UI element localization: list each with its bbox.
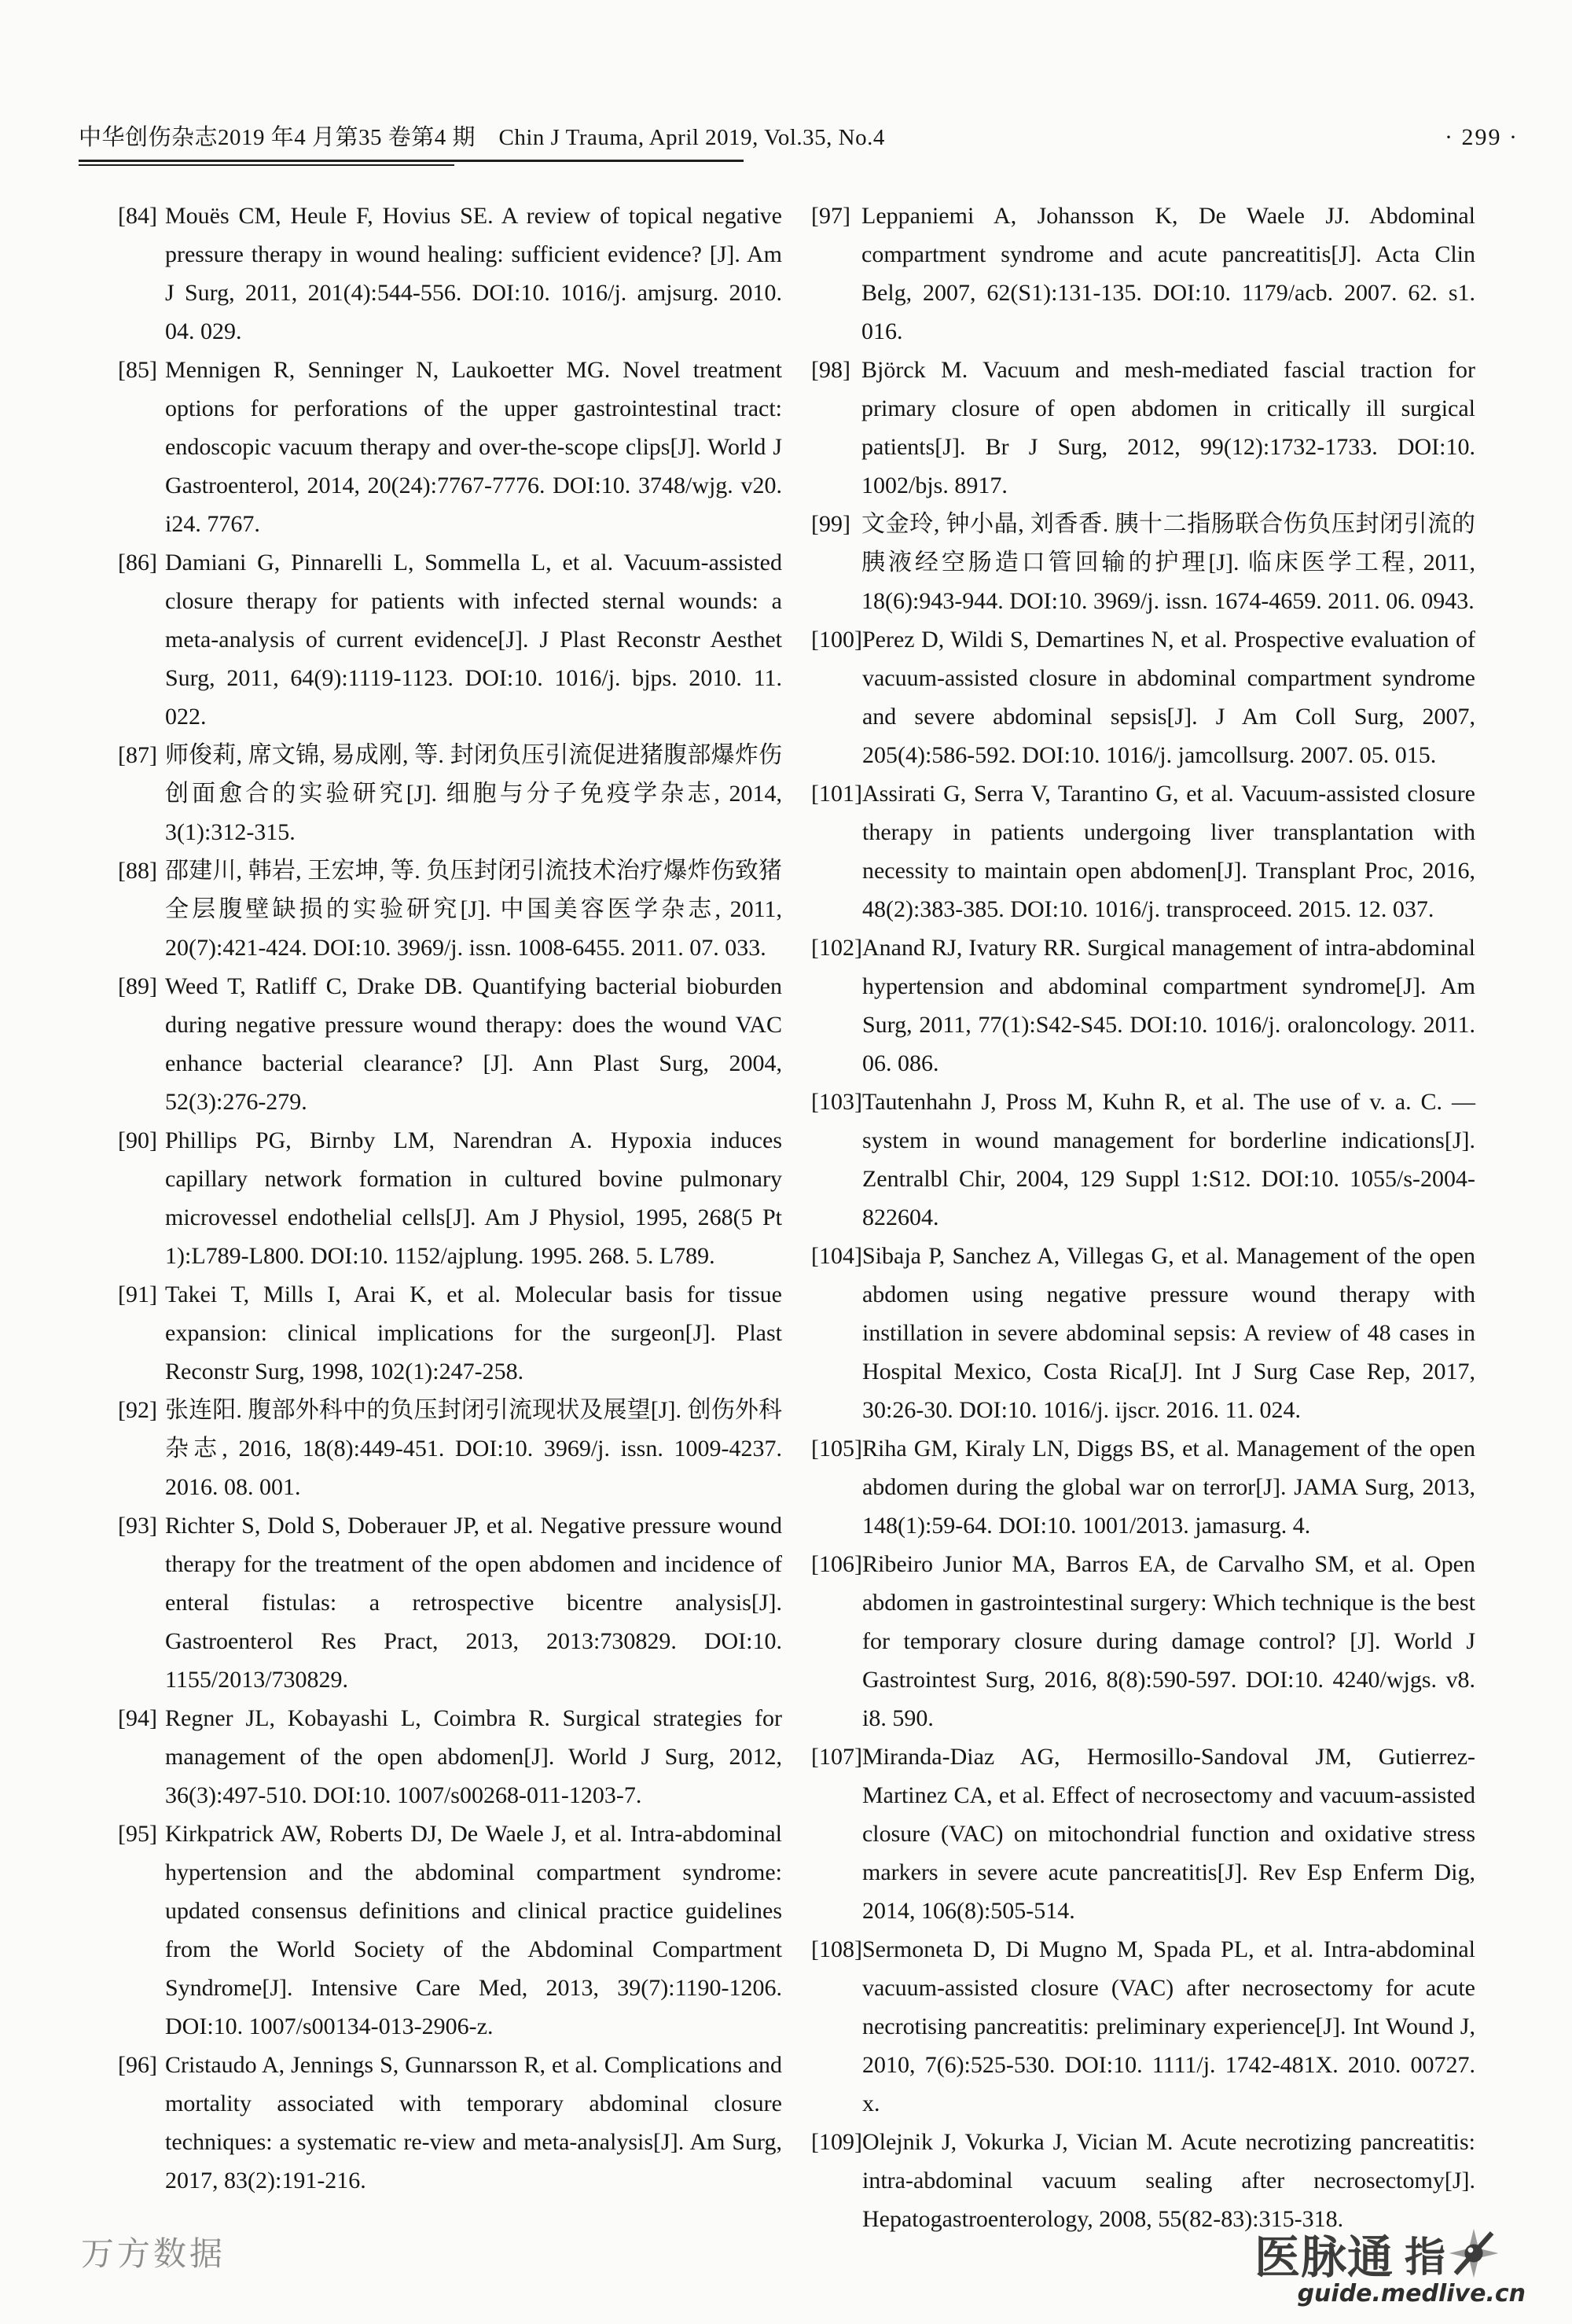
reference-item <box>118 1506 782 1699</box>
reference-number: [96] <box>118 2052 157 2078</box>
reference-item <box>811 1737 1475 1930</box>
reference-text: 师俊莉, 席文锦, 易成刚, 等. 封闭负压引流促进猪腹部爆炸伤创面愈合的实验研究[J]. 细胞与分子免疫学杂志, 2014, 3(1):312-315. <box>165 742 782 845</box>
wanfang-watermark: 万方数据 <box>81 2234 226 2273</box>
reference-item <box>118 1275 782 1391</box>
reference-text: Anand RJ, Ivatury RR. Surgical management of intra-abdominal hypertension and abdominal compartment syndrome[J]. Am Surg, 2011, 77(1):S42-S45. DOI:10. 1016/j. oraloncology. 2011. 06. 086. <box>861 935 1475 1076</box>
reference-item <box>118 543 782 736</box>
reference-text: 张连阳. 腹部外科中的负压封闭引流现状及展望[J]. 创伤外科杂志, 2016, 18(8):449-451. DOI:10. 3969/j. issn. 1009-4237. 2016. 08. 001. <box>165 1397 782 1500</box>
medlive-logo-row <box>1254 2220 1526 2286</box>
reference-number: [95] <box>118 1821 157 1847</box>
reference-text: Miranda-Diaz AG, Hermosillo-Sandoval JM, Gutierrez-Martinez CA, et al. Effect of necrosectomy and vacuum-assisted closure (VAC) on mitochondrial function and oxidative stress markers in severe acute pancreatitis[J]. Rev Esp Enferm Dig, 2014, 106(8):505-514. <box>861 1744 1475 1924</box>
reference-item <box>811 197 1475 351</box>
reference-number: [88] <box>118 858 157 884</box>
reference-item <box>118 2046 782 2200</box>
reference-item <box>811 1930 1475 2123</box>
reference-item <box>118 851 782 967</box>
reference-text: Mouës CM, Heule F, Hovius SE. A review of topical negative pressure therapy in wound healing: sufficient evidence? [J]. Am J Surg, 2011, 201(4):544-556. DOI:10. 1016/j. amjsurg. 2010. 04. 029. <box>165 203 782 344</box>
reference-text: Phillips PG, Birnby LM, Narendran A. Hypoxia induces capillary network formation in cultured bovine pulmonary microvessel endothelial cells[J]. Am J Physiol, 1995, 268(5 Pt 1):L789-L800. DOI:10. 1152/ajplung. 1995. 268. 5. L789. <box>165 1127 782 1269</box>
reference-number: [102] <box>811 935 862 961</box>
reference-item <box>811 1429 1475 1545</box>
reference-text: Cristaudo A, Jennings S, Gunnarsson R, et al. Complications and mortality associated with temporary abdominal closure techniques: a systematic re-view and meta-analysis[J]. Am Surg, 2017, 83(2):191-216. <box>165 2052 782 2193</box>
reference-number: [93] <box>118 1513 157 1539</box>
reference-item <box>811 1237 1475 1429</box>
reference-item <box>811 1545 1475 1737</box>
reference-number: [100] <box>811 627 862 653</box>
reference-number: [87] <box>118 742 157 768</box>
reference-text: Weed T, Ratliff C, Drake DB. Quantifying bacterial bioburden during negative pressure wound therapy: does the wound VAC enhance bacterial clearance? [J]. Ann Plast Surg, 2004, 52(3):276-279. <box>165 973 782 1115</box>
reference-number: [84] <box>118 203 157 229</box>
reference-text: Sibaja P, Sanchez A, Villegas G, et al. Management of the open abdomen using negative pressure wound therapy with instillation in severe abdominal sepsis: A review of 48 cases in Hospital Mexico, Costa Rica[J]. Int J Surg Case Rep, 2017, 30:26-30. DOI:10. 1016/j. ijscr. 2016. 11. 024. <box>861 1243 1475 1423</box>
medlive-logo-text: 医脉通 <box>1254 2230 1394 2284</box>
header-rule-secondary <box>79 164 454 166</box>
header-rule <box>79 160 744 162</box>
reference-number: [91] <box>118 1282 157 1307</box>
reference-text: Regner JL, Kobayashi L, Coimbra R. Surgical strategies for management of the open abdomen[J]. World J Surg, 2012, 36(3):497-510. DOI:10. 1007/s00268-011-1203-7. <box>165 1705 782 1808</box>
reference-text: Leppaniemi A, Johansson K, De Waele JJ. Abdominal compartment syndrome and acute pancreatitis[J]. Acta Clin Belg, 2007, 62(S1):131-135. DOI:10. 1179/acb. 2007. 62. s1. 016. <box>861 203 1475 344</box>
reference-text: Perez D, Wildi S, Demartines N, et al. Prospective evaluation of vacuum-assisted closure in abdominal compartment syndrome and severe abdominal sepsis[J]. J Am Coll Surg, 2007, 205(4):586-592. DOI:10. 1016/j. jamcollsurg. 2007. 05. 015. <box>861 627 1475 768</box>
references-left-column <box>118 197 782 2200</box>
journal-title: 中华创伤杂志2019 年4 月第35 卷第4 期 Chin J Trauma, April 2019, Vol.35, No.4 <box>79 125 885 150</box>
reference-item <box>811 351 1475 505</box>
page-header <box>79 120 1519 152</box>
reference-number: [105] <box>811 1436 862 1462</box>
reference-number: [104] <box>811 1243 862 1269</box>
reference-item <box>118 197 782 351</box>
reference-text: Riha GM, Kiraly LN, Diggs BS, et al. Management of the open abdomen during the global war on terror[J]. JAMA Surg, 2013, 148(1):59-64. DOI:10. 1001/2013. jamasurg. 4. <box>861 1436 1475 1539</box>
reference-number: [85] <box>118 357 157 383</box>
reference-number: [109] <box>811 2129 862 2155</box>
reference-text: 文金玲, 钟小晶, 刘香香. 胰十二指肠联合伤负压封闭引流的胰液经空肠造口管回输的护理[J]. 临床医学工程, 2011, 18(6):943-944. DOI:10. 3969/j. issn. 1674-4659. 2011. 06. 0943. <box>861 511 1475 614</box>
reference-text: Olejnik J, Vokurka J, Vician M. Acute necrotizing pancreatitis: intra-abdominal vacuum sealing after necrosectomy[J]. Hepatogastroenterology, 2008, 55(82-83):315-318. <box>861 2129 1475 2232</box>
reference-text: Tautenhahn J, Pross M, Kuhn R, et al. The use of v. a. C. — system in wound management for borderline indications[J]. Zentralbl Chir, 2004, 129 Suppl 1:S12. DOI:10. 1055/s-2004-822604. <box>861 1089 1475 1230</box>
reference-item <box>811 505 1475 620</box>
reference-item <box>118 351 782 543</box>
reference-text: Assirati G, Serra V, Tarantino G, et al. Vacuum-assisted closure therapy in patients undergoing liver transplantation with necessity to maintain open abdomen[J]. Transplant Proc, 2016, 48(2):383-385. DOI:10. 1016/j. transproceed. 2015. 12. 037. <box>861 781 1475 922</box>
reference-text: Kirkpatrick AW, Roberts DJ, De Waele J, et al. Intra-abdominal hypertension and the abdominal compartment syndrome: updated consensus definitions and clinical practice guidelines from the World Society of the Abdominal Compartment Syndrome[J]. Intensive Care Med, 2013, 39(7):1190-1206. DOI:10. 1007/s00134-013-2906-z. <box>165 1821 782 2039</box>
reference-text: Sermoneta D, Di Mugno M, Spada PL, et al. Intra-abdominal vacuum-assisted closure (VAC) after necrosectomy for acute necrotising pancreatitis: preliminary experience[J]. Int Wound J, 2010, 7(6):525-530. DOI:10. 1111/j. 1742-481X. 2010. 00727. x. <box>861 1936 1475 2116</box>
reference-number: [86] <box>118 550 157 575</box>
reference-item <box>811 774 1475 928</box>
reference-text: Damiani G, Pinnarelli L, Sommella L, et al. Vacuum-assisted closure therapy for patients with infected sternal wounds: a meta-analysis of current evidence[J]. J Plast Reconstr Aesthet Surg, 2011, 64(9):1119-1123. DOI:10. 1016/j. bjps. 2010. 11. 022. <box>165 550 782 730</box>
reference-text: Takei T, Mills I, Arai K, et al. Molecular basis for tissue expansion: clinical implications for the surgeon[J]. Plast Reconstr Surg, 1998, 102(1):247-258. <box>165 1282 782 1384</box>
reference-item <box>118 1815 782 2046</box>
reference-item <box>118 967 782 1121</box>
reference-number: [97] <box>811 203 850 229</box>
reference-item <box>811 928 1475 1083</box>
reference-number: [90] <box>118 1127 157 1153</box>
reference-number: [107] <box>811 1744 862 1770</box>
reference-item <box>118 1699 782 1815</box>
reference-number: [92] <box>118 1397 157 1423</box>
reference-number: [94] <box>118 1705 157 1731</box>
page-number: · 299 · <box>1445 124 1519 150</box>
references-right-column <box>811 197 1475 2238</box>
medlive-guide-text: 指 <box>1405 2234 1446 2282</box>
medlive-url: guide.medlive.cn <box>1297 2280 1526 2307</box>
reference-item <box>118 736 782 851</box>
reference-item <box>811 1083 1475 1237</box>
reference-number: [103] <box>811 1089 862 1115</box>
reference-number: [99] <box>811 511 850 537</box>
reference-number: [89] <box>118 973 157 999</box>
compass-icon <box>1447 2227 1500 2280</box>
reference-number: [101] <box>811 781 862 807</box>
medlive-logo <box>1254 2220 1526 2307</box>
reference-item <box>118 1391 782 1506</box>
reference-text: Ribeiro Junior MA, Barros EA, de Carvalho SM, et al. Open abdomen in gastrointestinal surgery: Which technique is the best for temporary closure during damage control? [J]. World J Gastrointest Surg, 2016, 8(8):590-597. DOI:10. 4240/wjgs. v8. i8. 590. <box>861 1551 1475 1731</box>
reference-number: [106] <box>811 1551 862 1577</box>
reference-text: Mennigen R, Senninger N, Laukoetter MG. Novel treatment options for perforations of the upper gastrointestinal tract: endoscopic vacuum therapy and over-the-scope clips[J]. World J Gastroenterol, 2014, 20(24):7767-7776. DOI:10. 3748/wjg. v20. i24. 7767. <box>165 357 782 537</box>
reference-number: [108] <box>811 1936 862 1962</box>
reference-text: Richter S, Dold S, Doberauer JP, et al. Negative pressure wound therapy for the treatment of the open abdomen and incidence of enteral fistulas: a retrospective bicentre analysis[J]. Gastroenterol Res Pract, 2013, 2013:730829. DOI:10. 1155/2013/730829. <box>165 1513 782 1693</box>
reference-text: 邵建川, 韩岩, 王宏坤, 等. 负压封闭引流技术治疗爆炸伤致猪全层腹壁缺损的实验研究[J]. 中国美容医学杂志, 2011, 20(7):421-424. DOI:10. 3969/j. issn. 1008-6455. 2011. 07. 033. <box>165 858 782 961</box>
reference-item <box>811 620 1475 774</box>
reference-number: [98] <box>811 357 850 383</box>
reference-text: Björck M. Vacuum and mesh-mediated fascial traction for primary closure of open abdomen in critically ill surgical patients[J]. Br J Surg, 2012, 99(12):1732-1733. DOI:10. 1002/bjs. 8917. <box>861 357 1475 498</box>
reference-item <box>118 1121 782 1275</box>
